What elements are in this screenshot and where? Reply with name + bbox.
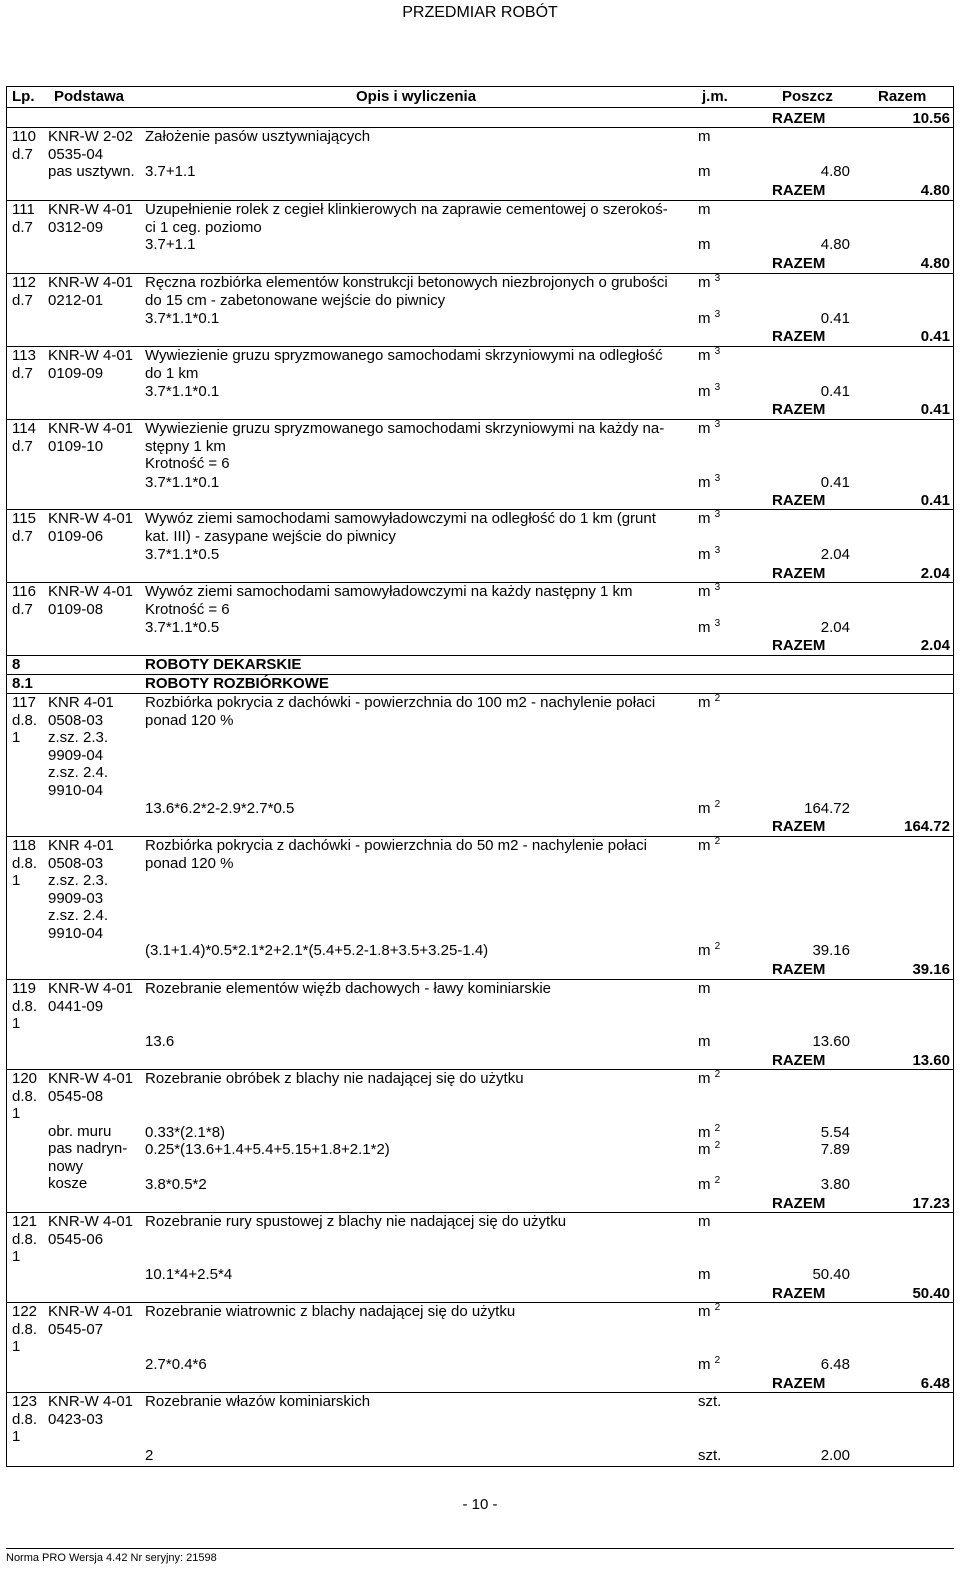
calc-unit: m	[698, 236, 711, 253]
razem-label: RAZEM	[772, 565, 826, 582]
item-description: Rozbiórka pokrycia z dachówki - powierzchnia do 50 m2 - nachylenie połaci	[145, 837, 647, 854]
calc-unit: m $^3$	[698, 382, 721, 400]
footer-text: Norma PRO Wersja 4.42 Nr seryjny: 21598	[6, 1552, 217, 1564]
razem-value: 50.40	[912, 1285, 950, 1302]
razem-label: RAZEM	[772, 961, 826, 978]
item-podstawa: KNR 4-01	[48, 694, 114, 711]
calc-unit: m $^3$	[698, 309, 721, 327]
razem-label: RAZEM	[772, 401, 826, 418]
item-lp: 110	[12, 128, 36, 145]
calc-value: 0.41	[820, 383, 850, 400]
calc-expression: 13.6*6.2*2-2.9*2.7*0.5	[145, 800, 295, 817]
item-podstawa: z.sz. 2.3.	[48, 872, 109, 889]
razem-label: RAZEM	[772, 255, 826, 272]
item-lp: 121	[12, 1213, 38, 1230]
item-podstawa: 0535-04	[48, 145, 104, 163]
section-title: ROBOTY ROZBIÓRKOWE	[145, 675, 329, 692]
calc-expression: 2.7*0.4*6	[145, 1356, 207, 1373]
item-lp: 116	[12, 583, 36, 600]
razem-value: 4.80	[920, 255, 950, 272]
item-podstawa: KNR-W 4-01	[48, 980, 134, 997]
calc-expression: 3.7*1.1*0.1	[145, 310, 220, 327]
item-podstawa: 9909-04	[48, 746, 104, 764]
col-poszcz: Poszcz	[782, 88, 833, 105]
item-lp: d.7	[12, 600, 33, 618]
calc-value: 0.41	[820, 310, 850, 327]
calc-value: 2.00	[820, 1447, 850, 1464]
item-podstawa: KNR-W 4-01	[48, 1393, 134, 1410]
item-podstawa: KNR-W 4-01	[48, 1303, 134, 1320]
item-podstawa: 0545-08	[48, 1087, 104, 1105]
col-opis: Opis i wyliczenia	[356, 88, 477, 105]
calc-value: 164.72	[804, 800, 850, 817]
item-podstawa: 9910-04	[48, 781, 104, 799]
item-podstawa: KNR-W 4-01	[48, 347, 134, 364]
section-number: 8	[12, 656, 21, 673]
calc-expression: 13.6	[145, 1033, 175, 1050]
calc-value: 6.48	[820, 1356, 850, 1373]
calc-unit: m $^3$	[698, 545, 721, 563]
calc-unit: m $^2$	[698, 1175, 721, 1193]
item-lp: d.8.	[12, 1087, 38, 1105]
item-podstawa: KNR-W 4-01	[48, 510, 134, 527]
item-podstawa: KNR-W 4-01	[48, 583, 134, 600]
razem-label: RAZEM	[772, 1052, 826, 1069]
item-description: Krotność = 6	[145, 455, 230, 472]
item-description: Wywiezienie gruzu spryzmowanego samochodami skrzyniowymi na każdy na-	[145, 420, 665, 437]
item-lp: 1	[12, 1428, 21, 1445]
item-lp: d.8.	[12, 854, 38, 872]
col-lp: Lp.	[12, 88, 35, 105]
razem-label: RAZEM	[772, 818, 826, 835]
calc-unit: szt.	[698, 1447, 722, 1464]
col-podstawa: Podstawa	[54, 88, 125, 105]
calc-value: 7.89	[820, 1141, 850, 1158]
calc-unit: m $^2$	[698, 799, 721, 817]
item-description: kat. III) - zasypane wejście do piwnicy	[145, 527, 396, 545]
item-lp: d.7	[12, 437, 33, 455]
item-description: Rozebranie wiatrownic z blachy nadającej się do użytku	[145, 1303, 516, 1320]
item-podstawa: pas usztywn.	[48, 163, 135, 180]
calc-expression: 3.8*0.5*2	[145, 1176, 207, 1193]
item-podstawa: z.sz. 2.3.	[48, 729, 109, 746]
razem-label: RAZEM	[772, 1195, 826, 1212]
razem-label: RAZEM	[772, 492, 826, 509]
section-number: 8.1	[12, 675, 33, 692]
calc-unit: m $^2$	[698, 1355, 721, 1373]
calc-expression: 10.1*4+2.5*4	[145, 1266, 233, 1283]
item-podstawa: KNR-W 4-01	[48, 274, 134, 291]
item-lp: d.8.	[12, 1230, 38, 1248]
calc-expression: 0.33*(2.1*8)	[145, 1124, 226, 1141]
item-lp: d.8.	[12, 1320, 38, 1338]
item-lp: d.7	[12, 291, 33, 309]
item-unit: m $^2$	[698, 1069, 721, 1087]
razem-value: 4.80	[920, 182, 950, 199]
item-lp: d.7	[12, 527, 33, 545]
calc-expression: 3.7*1.1*0.5	[145, 619, 220, 636]
item-unit: m	[698, 128, 711, 145]
razem-value: 39.16	[912, 961, 950, 978]
item-podstawa: obr. muru	[48, 1122, 112, 1140]
razem-value: 6.48	[920, 1375, 950, 1392]
item-unit: m	[698, 1213, 711, 1230]
razem-value: 2.04	[920, 637, 950, 654]
razem-value: 13.60	[912, 1052, 950, 1069]
item-lp: 1	[12, 729, 21, 746]
item-description: Wywóz ziemi samochodami samowyładowczymi na odległość do 1 km (grunt	[145, 510, 656, 527]
item-description: Rozebranie włazów kominiarskich	[145, 1393, 371, 1410]
item-unit: m $^3$	[698, 273, 721, 291]
razem-value: 2.04	[920, 565, 950, 582]
calc-unit: m	[698, 1033, 711, 1050]
item-lp: 1	[12, 1105, 21, 1122]
item-lp: 114	[12, 420, 36, 437]
item-unit: m	[698, 201, 711, 218]
razem-value: 0.41	[920, 401, 950, 418]
item-lp: 123	[12, 1393, 38, 1410]
item-podstawa: KNR-W 4-01	[48, 420, 134, 437]
item-description: Rozebranie elementów więźb dachowych - ławy kominiarskie	[145, 980, 552, 997]
page-number: - 10 -	[462, 1496, 498, 1513]
item-podstawa: 0312-09	[48, 218, 104, 236]
item-description: Rozebranie obróbek z blachy nie nadającej się do użytku	[145, 1070, 524, 1087]
item-description: Wywóz ziemi samochodami samowyładowczymi na każdy następny 1 km	[145, 583, 633, 600]
item-description: ponad 120 %	[145, 711, 234, 729]
calc-value: 13.60	[812, 1033, 850, 1050]
item-description: Uzupełnienie rolek z cegieł klinkierowych na zaprawie cementowej o szerokoś-	[145, 201, 668, 218]
item-lp: 112	[12, 274, 36, 291]
calc-value: 2.04	[820, 546, 850, 563]
item-lp: d.8.	[12, 997, 38, 1015]
item-lp: 1	[12, 1338, 21, 1355]
razem-value: 10.56	[912, 110, 950, 127]
razem-label: RAZEM	[772, 1285, 826, 1302]
footer-divider	[6, 1548, 954, 1549]
item-podstawa: 0109-06	[48, 527, 104, 545]
calc-unit: m $^2$	[698, 1140, 721, 1158]
item-description: ponad 120 %	[145, 854, 234, 872]
col-jm: j.m.	[702, 88, 728, 105]
calc-unit: m $^2$	[698, 941, 721, 959]
item-podstawa: 9909-03	[48, 889, 104, 907]
calc-value: 0.41	[820, 474, 850, 491]
item-podstawa: KNR 4-01	[48, 837, 114, 854]
item-lp: 122	[12, 1303, 38, 1320]
section-title: ROBOTY DEKARSKIE	[145, 656, 302, 673]
item-description: do 15 cm - zabetonowane wejście do piwnicy	[145, 291, 446, 309]
calc-unit: m	[698, 163, 711, 180]
item-podstawa: 0109-08	[48, 600, 104, 618]
calc-value: 4.80	[820, 236, 850, 253]
calc-value: 3.80	[820, 1176, 850, 1193]
item-unit: m $^3$	[698, 509, 721, 527]
calc-expression: 3.7*1.1*0.5	[145, 546, 220, 563]
item-unit: m $^2$	[698, 1302, 721, 1320]
razem-value: 0.41	[920, 328, 950, 345]
item-podstawa: z.sz. 2.4.	[48, 907, 109, 924]
item-lp: d.7	[12, 364, 33, 382]
razem-value: 0.41	[920, 492, 950, 509]
item-lp: d.7	[12, 218, 33, 236]
item-podstawa: 0423-03	[48, 1410, 104, 1428]
item-podstawa: 0508-03	[48, 711, 104, 729]
calc-value: 5.54	[820, 1124, 850, 1141]
item-lp: 120	[12, 1070, 38, 1087]
calc-expression: 3.7+1.1	[145, 236, 196, 253]
razem-label: RAZEM	[772, 328, 826, 345]
item-description: Rozebranie rury spustowej z blachy nie nadającej się do użytku	[145, 1213, 567, 1230]
item-podstawa: 9910-04	[48, 924, 104, 942]
item-lp: 1	[12, 872, 21, 889]
calc-expression: 3.7+1.1	[145, 163, 196, 180]
item-podstawa: 0545-07	[48, 1320, 104, 1338]
item-podstawa: kosze	[48, 1175, 88, 1192]
col-razem: Razem	[878, 88, 927, 105]
calc-unit: m $^3$	[698, 473, 721, 491]
calc-value: 39.16	[812, 942, 850, 959]
item-podstawa: pas nadryn-	[48, 1140, 128, 1157]
item-lp: d.8.	[12, 711, 38, 729]
item-lp: 115	[12, 510, 36, 527]
item-unit: m $^3$	[698, 419, 721, 437]
item-description: Rozbiórka pokrycia z dachówki - powierzchnia do 100 m2 - nachylenie połaci	[145, 694, 656, 711]
item-podstawa: 0545-06	[48, 1230, 104, 1248]
item-podstawa: z.sz. 2.4.	[48, 764, 109, 781]
item-podstawa: 0508-03	[48, 854, 104, 872]
item-unit: szt.	[698, 1393, 722, 1410]
item-lp: 117	[12, 694, 36, 711]
calc-unit: m $^2$	[698, 1123, 721, 1141]
item-unit: m	[698, 980, 711, 997]
calc-value: 2.04	[820, 619, 850, 636]
item-description: Wywiezienie gruzu spryzmowanego samochodami skrzyniowymi na odległość	[145, 347, 663, 364]
item-lp: 113	[12, 347, 36, 364]
item-lp: 118	[12, 837, 36, 854]
item-podstawa: 0212-01	[48, 291, 104, 309]
item-unit: m $^3$	[698, 346, 721, 364]
item-podstawa: KNR-W 4-01	[48, 201, 134, 218]
item-unit: m $^2$	[698, 836, 721, 854]
calc-expression: 2	[145, 1447, 154, 1464]
item-description: do 1 km	[145, 364, 199, 382]
item-lp: 1	[12, 1015, 21, 1032]
item-description: Krotność = 6	[145, 600, 230, 618]
calc-unit: m	[698, 1266, 711, 1283]
item-lp: d.7	[12, 145, 33, 163]
item-lp: 119	[12, 980, 36, 997]
calc-value: 4.80	[820, 163, 850, 180]
item-description: Założenie pasów usztywniających	[145, 128, 371, 145]
item-description: Ręczna rozbiórka elementów konstrukcji betonowych niezbrojonych o grubości	[145, 274, 668, 291]
table-column-header	[6, 86, 954, 108]
item-unit: m $^3$	[698, 582, 721, 600]
item-unit: m $^2$	[698, 693, 721, 711]
page-header-title: PRZEDMIAR ROBÓT	[402, 4, 558, 21]
item-podstawa: nowy	[48, 1157, 84, 1175]
razem-label: RAZEM	[772, 110, 826, 127]
item-lp: 1	[12, 1248, 21, 1265]
razem-label: RAZEM	[772, 182, 826, 199]
item-description: stępny 1 km	[145, 437, 226, 455]
item-podstawa: 0441-09	[48, 997, 104, 1015]
calc-expression: 3.7*1.1*0.1	[145, 474, 220, 491]
item-lp: 111	[12, 201, 35, 218]
item-podstawa: KNR-W 4-01	[48, 1213, 134, 1230]
item-podstawa: KNR-W 4-01	[48, 1070, 134, 1087]
item-podstawa: 0109-09	[48, 364, 104, 382]
calc-expression: (3.1+1.4)*0.5*2.1*2+2.1*(5.4+5.2-1.8+3.5+3.25-1.4)	[145, 942, 489, 959]
item-podstawa: 0109-10	[48, 437, 104, 455]
razem-label: RAZEM	[772, 1375, 826, 1392]
razem-value: 17.23	[912, 1195, 950, 1212]
razem-label: RAZEM	[772, 637, 826, 654]
razem-value: 164.72	[904, 818, 950, 835]
item-description: ci 1 ceg. poziomo	[145, 218, 262, 236]
calc-unit: m $^3$	[698, 618, 721, 636]
item-lp: d.8.	[12, 1410, 38, 1428]
calc-expression: 3.7*1.1*0.1	[145, 383, 220, 400]
calc-value: 50.40	[812, 1266, 850, 1283]
item-podstawa: KNR-W 2-02	[48, 128, 134, 145]
calc-expression: 0.25*(13.6+1.4+5.4+5.15+1.8+2.1*2)	[145, 1141, 390, 1158]
